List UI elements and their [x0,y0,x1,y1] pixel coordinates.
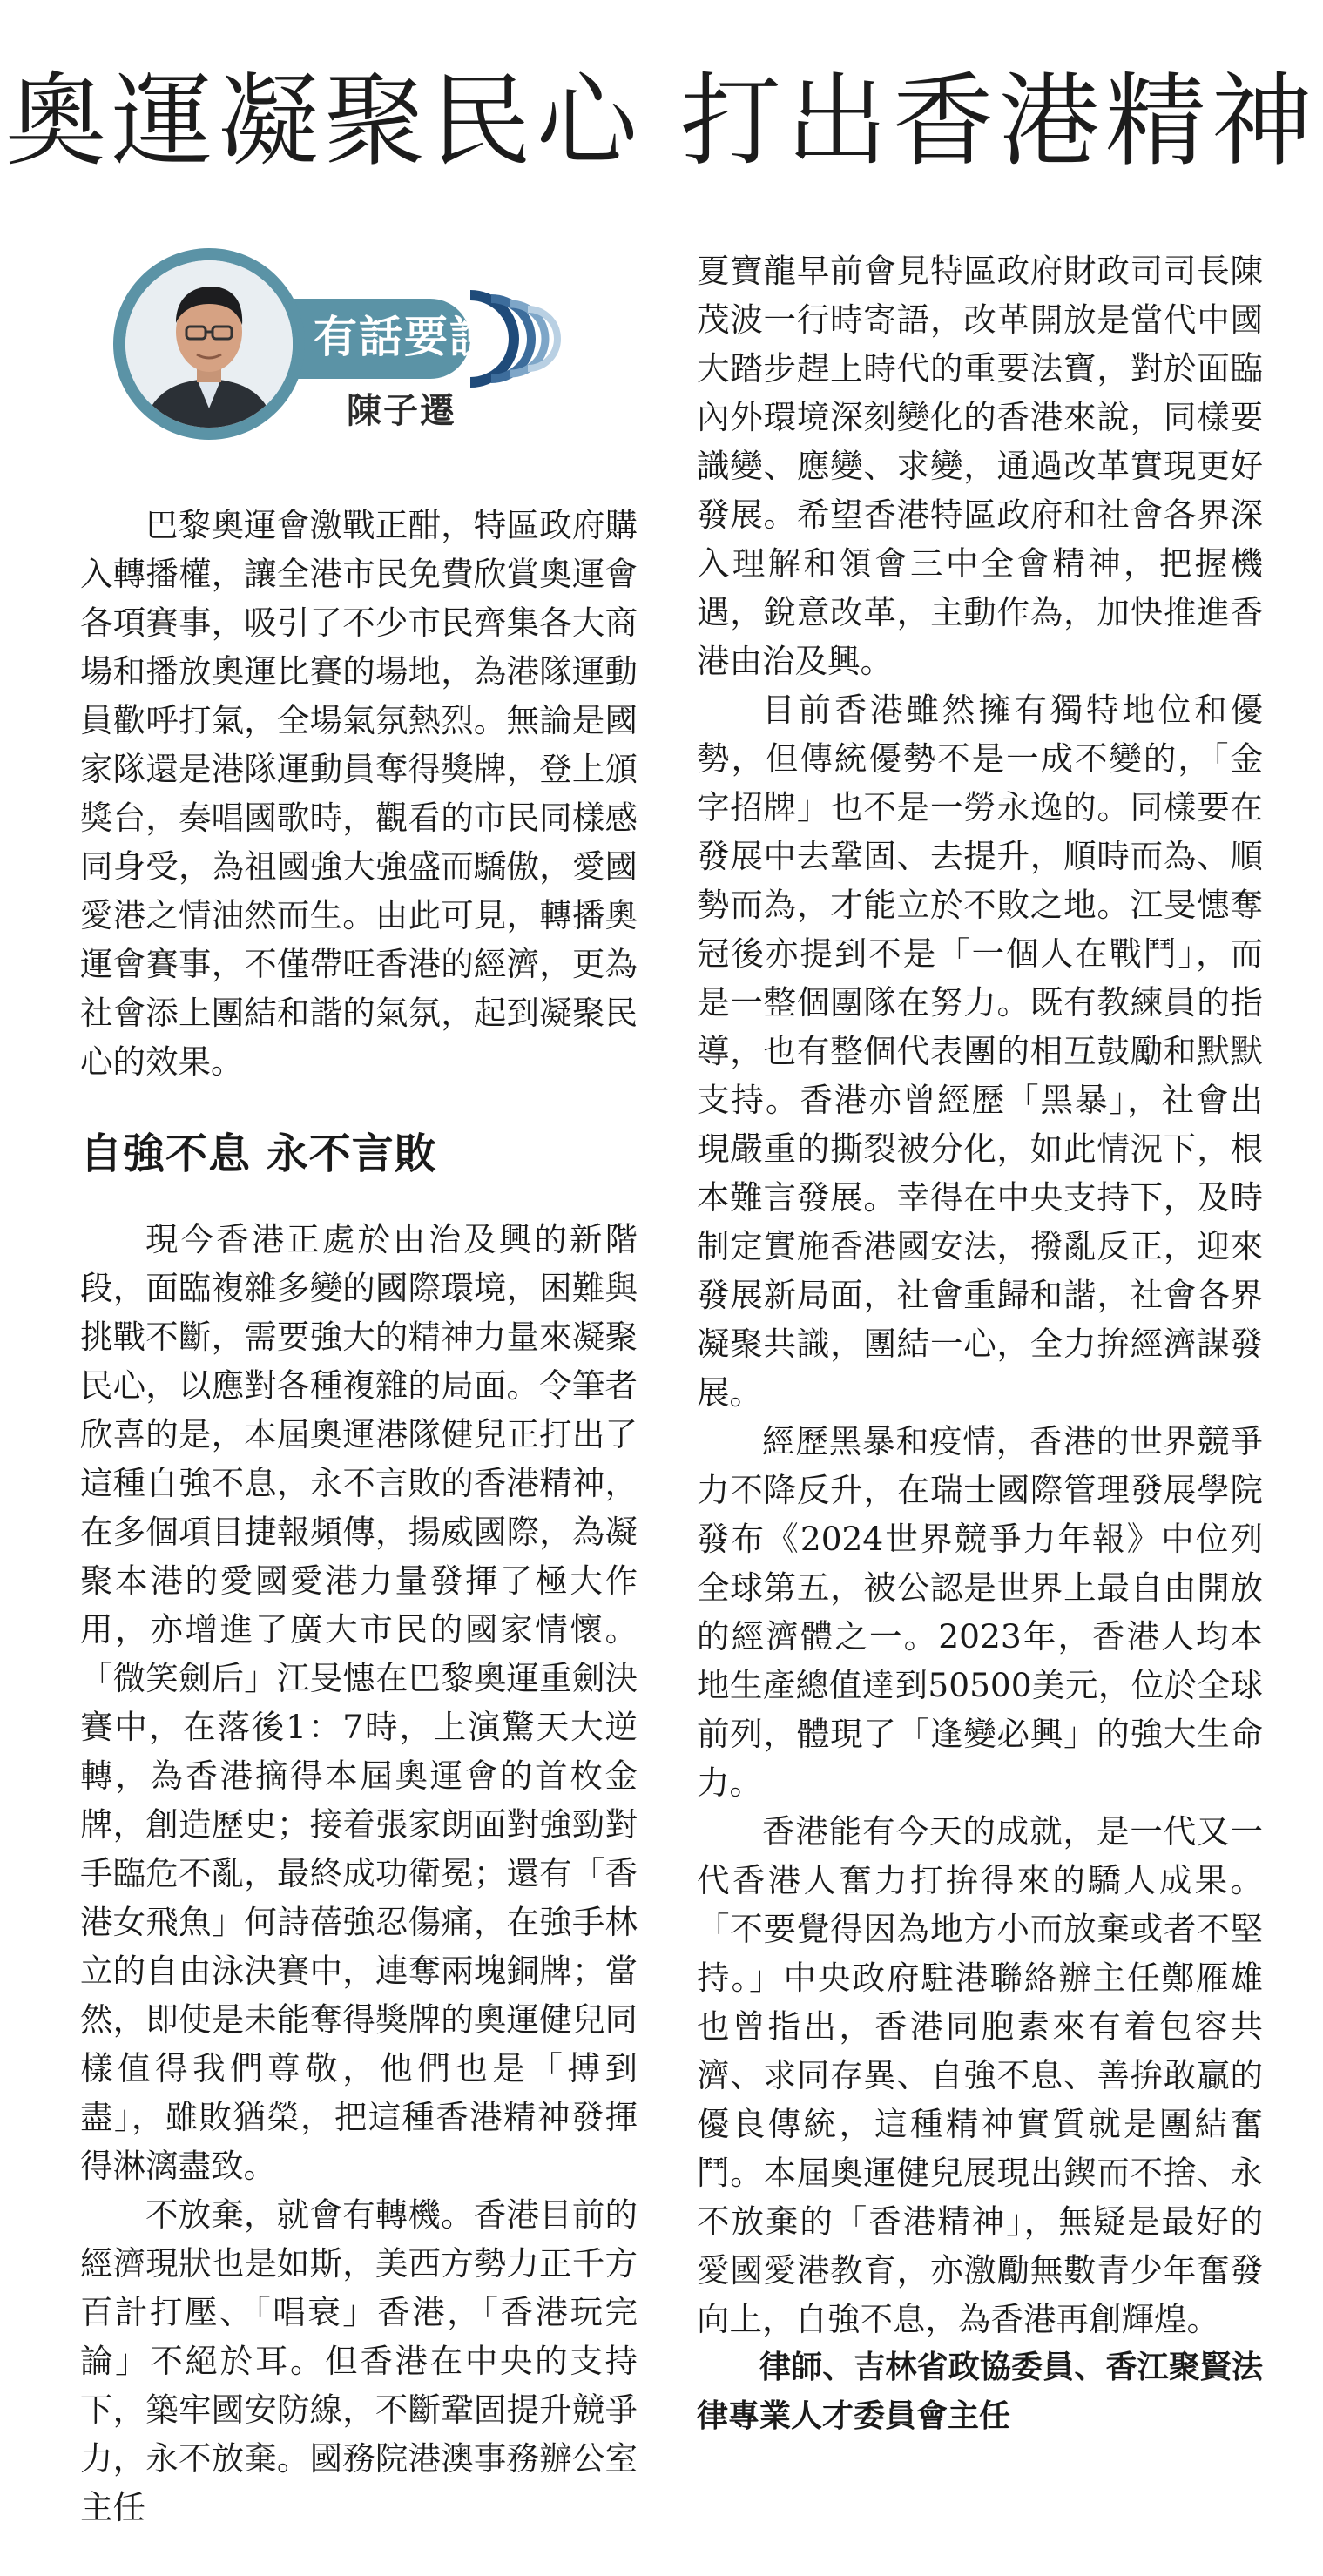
author-name: 陳子遷 [347,391,456,431]
subheading: 自強不息 永不言敗 [80,1130,437,1178]
intro-paragraph: 巴黎奧運會激戰正酣，特區政府購入轉播權，讓全港市民免費欣賞奧運會各項賽事，吸引了不少市民齊集各大商場和播放奧運比賽的場地，為港隊運動員歡呼打氣，全場氣氛熱烈。無論是國家隊還是港隊運動員奪得獎牌，登上頒獎台，奏唱國歌時，觀看的市民同樣感同身受，為祖國強大強盛而驕傲，愛國愛港之情油然而生。由此可見，轉播奧運會賽事，不僅帶旺香港的經濟，更為社會添上團結和諧的氣氛，起到凝聚民心的效果。 [80,506,638,1081]
person-portrait-icon [125,260,293,428]
page-title: 奧運凝聚民心 打出香港精神 [5,63,1318,180]
column-label: 有話要說 [314,312,495,362]
left-body [80,1215,638,2532]
paragraph: 經歷黑暴和疫情，香港的世界競爭力不降反升，在瑞士國際管理發展學院發布《2024世界競爭力年報》中位列全球第五，被公認是世界上最自由開放的經濟體之一。2023年，香港人均本地生產總值達到50500美元，位於全球前列，體現了「逢變必興」的強大生命力。 [697,1422,1263,1802]
right-body [697,246,1263,2441]
paragraph: 夏寶龍早前會見特區政府財政司司長陳茂波一行時寄語，改革開放是當代中國大踏步趕上時代的重要法寶，對於面臨內外環境深刻變化的香港來說，同樣要識變、應變、求變，通過改革實現更好發展。希望香港特區政府和社會各界深入理解和領會三中全會精神，把握機遇，銳意改革，主動作為，加快推進香港由治及興。 [697,252,1263,680]
paragraph: 現今香港正處於由治及興的新階段，面臨複雜多變的國際環境，困難與挑戰不斷，需要強大的精神力量來凝聚民心，以應對各種複雜的局面。令筆者欣喜的是，本屆奧運港隊健兒正打出了這種自強不息，永不言敗的香港精神，在多個項目捷報頻傳，揚威國際，為凝聚本港的愛國愛港力量發揮了極大作用，亦增進了廣大市民的國家情懷。「微笑劍后」江旻憓在巴黎奧運重劍決賽中，在落後1：7時，上演驚天大逆轉，為香港摘得本屆奧運會的首枚金牌，創造歷史；接着張家朗面對強勁對手臨危不亂，最終成功衛冕；還有「香港女飛魚」何詩蓓強忍傷痛，在強手林立的自由泳決賽中，連奪兩塊銅牌；當然，即使是未能奪得獎牌的奧運健兒同樣值得我們尊敬，他們也是「搏到盡」，雖敗猶榮，把這種香港精神發揮得淋漓盡致。 [80,1220,638,2185]
author-byline: 律師、吉林省政協委員、香江聚賢法律專業人才委員會主任 [697,2350,1263,2434]
column-badge [113,248,601,440]
paragraph: 目前香港雖然擁有獨特地位和優勢，但傳統優勢不是一成不變的，「金字招牌」也不是一勞永逸的。同樣要在發展中去鞏固、去提升，順時而為、順勢而為，才能立於不敗之地。江旻憓奪冠後亦提到不是「一個人在戰鬥」，而是一整個團隊在努力。既有教練員的指導，也有整個代表團的相互鼓勵和默默支持。香港亦曾經歷「黑暴」，社會出現嚴重的撕裂被分化，如此情況下，根本難言發展。幸得在中央支持下，及時制定實施香港國安法，撥亂反正，迎來發展新局面，社會重歸和諧，社會各界凝聚共識，團結一心，全力拚經濟謀發展。 [697,691,1263,1412]
intro-section [80,501,638,1086]
paragraph: 不放棄，就會有轉機。香港目前的經濟現狀也是如斯，美西方勢力正千方百計打壓、「唱衰」香港，「香港玩完論」不絕於耳。但香港在中央的支持下，築牢國安防線，不斷鞏固提升競爭力，永不放棄。國務院港澳事務辦公室主任 [80,2195,638,2526]
paragraph: 香港能有今天的成就，是一代又一代香港人奮力打拚得來的驕人成果。「不要覺得因為地方小而放棄或者不堅持。」中央政府駐港聯絡辦主任鄭雁雄也曾指出，香港同胞素來有着包容共濟、求同存異、自強不息、善拚敢贏的優良傳統，這種精神實質就是團結奮鬥。本屆奧運健兒展現出鍥而不捨、永不放棄的「香港精神」，無疑是最好的愛國愛港教育，亦激勵無數青少年奮發向上，自強不息，為香港再創輝煌。 [697,1812,1263,2338]
author-photo-frame [113,248,305,440]
portrait-graphic [125,260,293,428]
